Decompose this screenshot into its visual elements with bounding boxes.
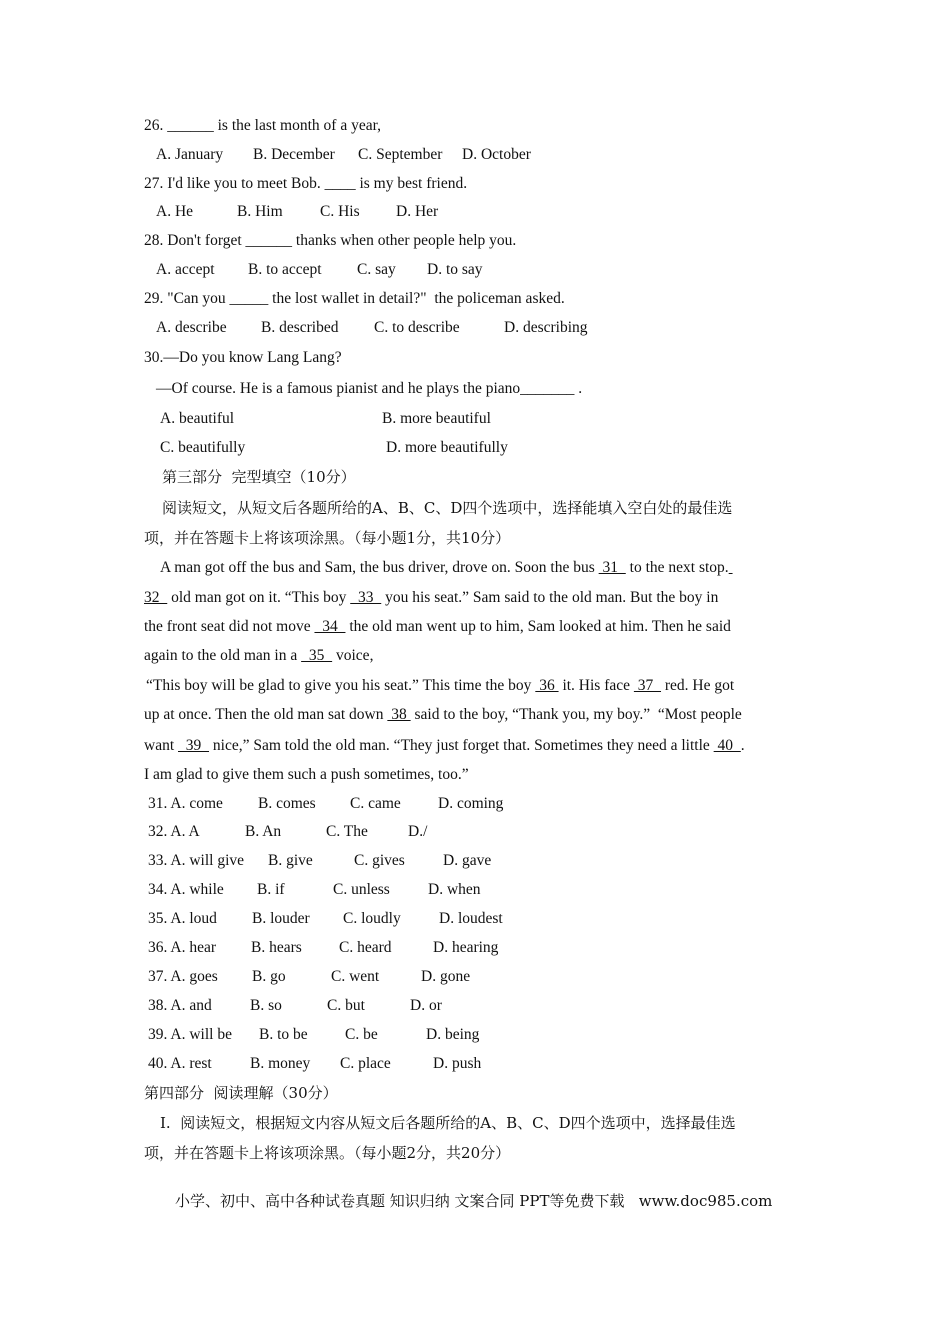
cloze-31-option-c: C. came [350, 795, 401, 812]
passage-text: up at once. Then the old man sat down [144, 706, 388, 723]
cloze-39-option-d: D. being [426, 1026, 480, 1043]
cloze-34-option-a: 34. A. while [148, 881, 224, 898]
q29-option-c: C. to describe [374, 319, 460, 336]
q27-option-b: B. Him [237, 203, 283, 220]
blank-39: 39 [178, 737, 210, 754]
cloze-31-option-d: D. coming [438, 795, 504, 812]
q27-option-c: C. His [320, 203, 360, 220]
passage-text: “This boy will be glad to give you his seat.” This time the boy [146, 677, 536, 694]
cloze-35-option-a: 35. A. loud [148, 910, 217, 927]
question-30-stem: 30.—Do you know Lang Lang? [144, 349, 342, 366]
part3-title: 第三部分 完型填空（10分） [162, 468, 356, 486]
q28-option-a: A. accept [156, 261, 215, 278]
cloze-32-option-a: 32. A. A [148, 823, 200, 840]
q30-option-c: C. beautifully [160, 439, 246, 456]
part4-instruction-line1: I. 阅读短文，根据短文内容从短文后各题所给的A、B、C、D四个选项中，选择最佳选 [160, 1114, 736, 1132]
cloze-31-option-b: B. comes [258, 795, 316, 812]
page-footer: 小学、初中、高中各种试卷真题 知识归纳 文案合同 PPT等免费下载 www.doc985.com [175, 1192, 773, 1210]
blank-32: 32 [144, 589, 168, 606]
passage-line-4 [144, 646, 373, 666]
cloze-33-option-d: D. gave [443, 852, 492, 869]
q29-option-b: B. described [261, 319, 339, 336]
cloze-32-option-d: D./ [408, 823, 428, 840]
q26-option-b: B. December [253, 146, 335, 163]
cloze-32-option-c: C. The [326, 823, 368, 840]
cloze-38-option-d: D. or [410, 997, 442, 1014]
blank-37: 37 [633, 677, 662, 694]
part3-instruction-line1: 阅读短文，从短文后各题所给的A、B、C、D四个选项中，选择能填入空白处的最佳选 [162, 499, 733, 517]
passage-text: A man got off the bus and Sam, the bus driver, drove on. Soon the bus [160, 559, 599, 576]
passage-line-5 [146, 676, 734, 696]
q28-option-b: B. to accept [248, 261, 322, 278]
cloze-37-option-d: D. gone [421, 968, 471, 985]
passage-text: it. His face [558, 677, 634, 694]
passage-line-8: I am glad to give them such a push sometimes, too.” [144, 766, 469, 783]
passage-text: . [740, 737, 745, 754]
question-28-stem: 28. Don't forget ______ thanks when other people help you. [144, 232, 517, 249]
part4-instruction-line2: 项，并在答题卡上将该项涂黑。（每小题2分，共20分） [144, 1144, 511, 1162]
q26-option-a: A. January [156, 146, 224, 163]
passage-text: the old man went up to him, Sam looked at him. Then he said [345, 618, 731, 635]
passage-text: voice, [332, 647, 374, 664]
cloze-36-option-b: B. hears [251, 939, 302, 956]
q27-option-a: A. He [156, 203, 194, 220]
passage-line-3 [144, 617, 731, 637]
cloze-40-option-d: D. push [433, 1055, 482, 1072]
cloze-37-option-b: B. go [252, 968, 286, 985]
passage-text: to the next stop. [625, 559, 729, 576]
passage-line-7 [144, 736, 745, 756]
q26-option-d: D. October [462, 146, 531, 163]
cloze-36-option-a: 36. A. hear [148, 939, 217, 956]
cloze-34-option-b: B. if [257, 881, 285, 898]
q27-option-d: D. Her [396, 203, 439, 220]
passage-text: nice,” Sam told the old man. “They just forget that. Sometimes they need a little [209, 737, 714, 754]
cloze-39-option-a: 39. A. will be [148, 1026, 232, 1043]
cloze-39-option-c: C. be [345, 1026, 378, 1043]
passage-text: said to the boy, “Thank you, my boy.” “Most people [410, 706, 742, 723]
blank-35: 35 [301, 647, 333, 664]
cloze-37-option-a: 37. A. goes [148, 968, 218, 985]
passage-text: you his seat.” Sam said to the old man. But the boy in [381, 589, 719, 606]
question-27-stem: 27. I'd like you to meet Bob. ____ is my best friend. [144, 175, 468, 192]
q30-option-b: B. more beautiful [382, 410, 491, 427]
cloze-33-option-b: B. give [268, 852, 313, 869]
blank-33: 33 [350, 589, 382, 606]
cloze-40-option-c: C. place [340, 1055, 391, 1072]
q30-option-a: A. beautiful [160, 410, 235, 427]
cloze-34-option-d: D. when [428, 881, 481, 898]
cloze-35-option-d: D. loudest [439, 910, 503, 927]
passage-line-1 [160, 558, 733, 578]
q29-option-a: A. describe [156, 319, 227, 336]
q26-option-c: C. September [358, 146, 443, 163]
blank-34: 34 [314, 618, 346, 635]
cloze-37-option-c: C. went [331, 968, 380, 985]
passage-text: old man got on it. “This boy [167, 589, 351, 606]
blank-40: 40 [713, 737, 741, 754]
passage-line-6 [144, 705, 742, 725]
passage-text: the front seat did not move [144, 618, 315, 635]
cloze-38-option-a: 38. A. and [148, 997, 212, 1014]
cloze-32-option-b: B. An [245, 823, 282, 840]
cloze-35-option-c: C. loudly [343, 910, 401, 927]
passage-text: want [144, 737, 179, 754]
question-29-stem: 29. "Can you _____ the lost wallet in detail?" the policeman asked. [144, 290, 565, 307]
q28-option-c: C. say [357, 261, 396, 278]
passage-text: again to the old man in a [144, 647, 302, 664]
cloze-38-option-b: B. so [250, 997, 282, 1014]
part4-title: 第四部分 阅读理解（30分） [144, 1084, 338, 1102]
cloze-36-option-c: C. heard [339, 939, 392, 956]
cloze-34-option-c: C. unless [333, 881, 390, 898]
question-26-stem: 26. ______ is the last month of a year, [144, 117, 382, 134]
cloze-38-option-c: C. but [327, 997, 365, 1014]
question-30-reply: —Of course. He is a famous pianist and he plays the piano_______ . [156, 380, 583, 397]
cloze-35-option-b: B. louder [252, 910, 310, 927]
cloze-33-option-c: C. gives [354, 852, 405, 869]
cloze-36-option-d: D. hearing [433, 939, 499, 956]
cloze-31-option-a: 31. A. come [148, 795, 223, 812]
cloze-40-option-b: B. money [250, 1055, 311, 1072]
q29-option-d: D. describing [504, 319, 588, 336]
blank-36: 36 [535, 677, 559, 694]
passage-line-2 [144, 588, 718, 608]
cloze-39-option-b: B. to be [259, 1026, 308, 1043]
blank-underline [729, 559, 733, 576]
q28-option-d: D. to say [427, 261, 483, 278]
cloze-33-option-a: 33. A. will give [148, 852, 245, 869]
passage-text: red. He got [661, 677, 735, 694]
blank-38: 38 [387, 706, 411, 723]
cloze-40-option-a: 40. A. rest [148, 1055, 212, 1072]
part3-instruction-line2: 项，并在答题卡上将该项涂黑。（每小题1分，共10分） [144, 529, 511, 547]
blank-31: 31 [598, 559, 626, 576]
q30-option-d: D. more beautifully [386, 439, 508, 456]
